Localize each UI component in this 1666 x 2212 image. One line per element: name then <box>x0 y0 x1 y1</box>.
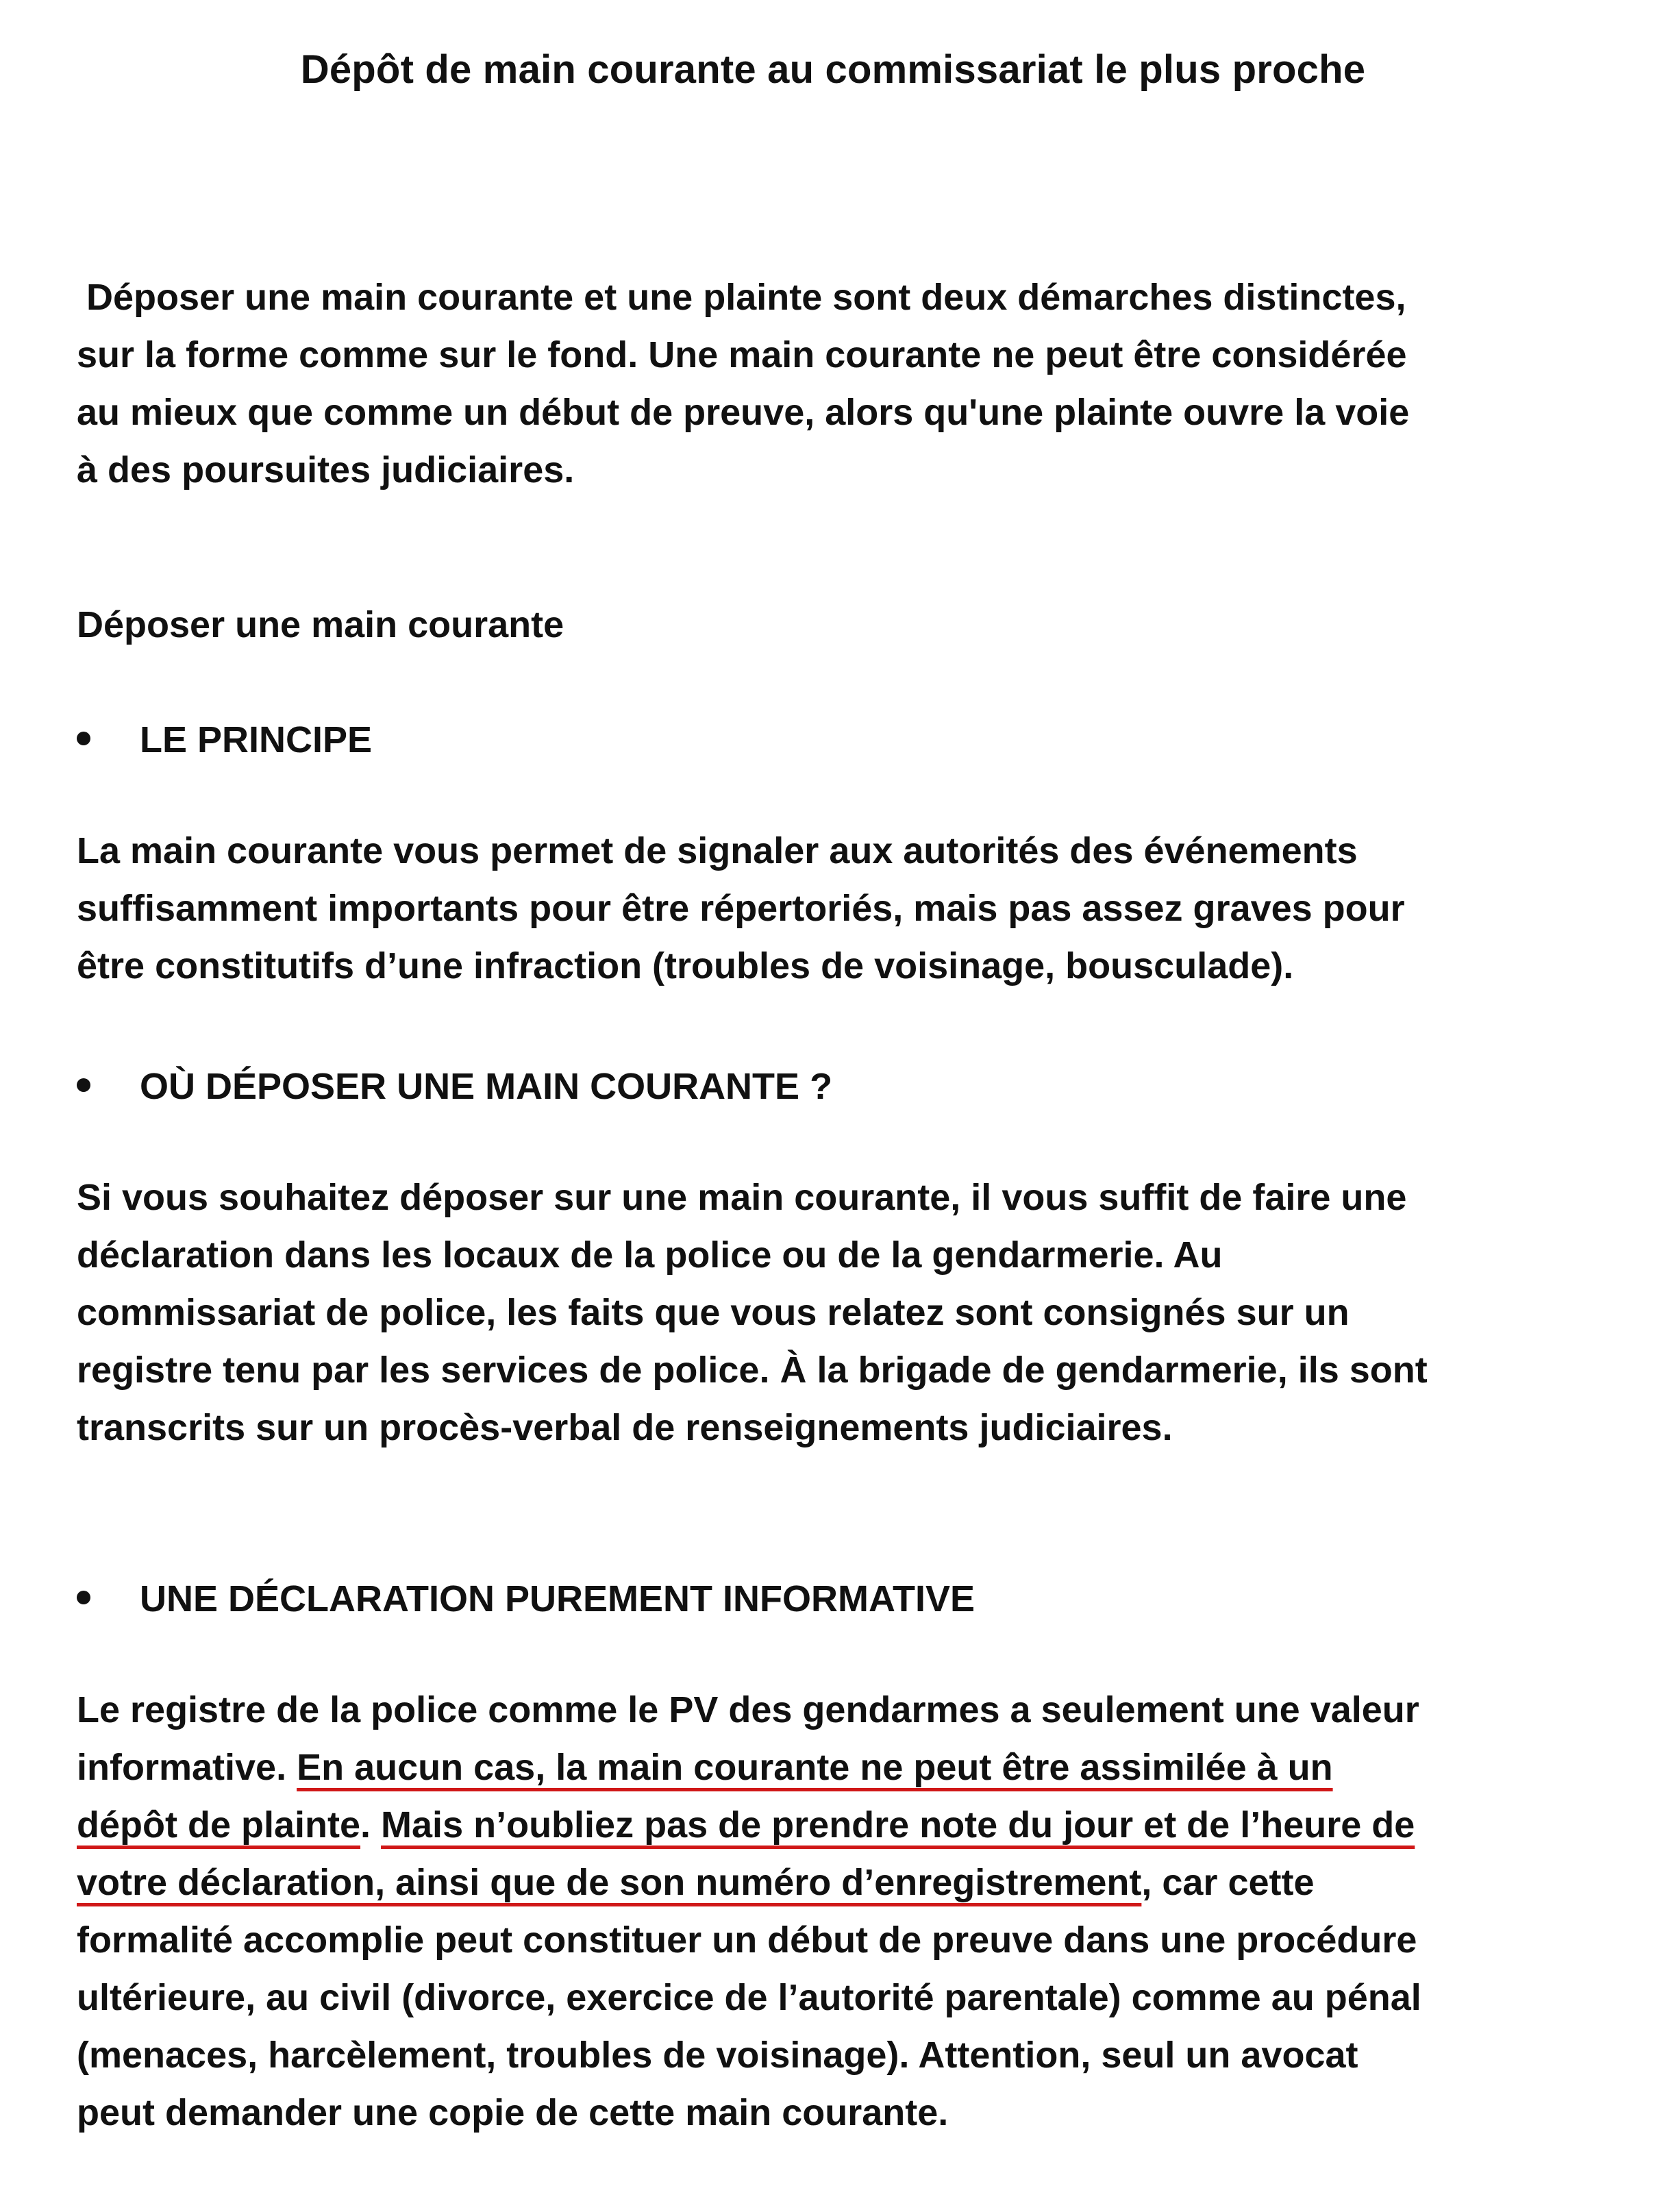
paragraph-line <box>77 1796 1611 1854</box>
section-heading: Déposer une main courante <box>77 604 564 645</box>
paragraph-line <box>77 1739 1611 1796</box>
intro-line: Déposer une main courante et une plainte sont deux démarches distinctes, <box>86 277 1406 318</box>
bullet-heading-text: LE PRINCIPE <box>140 719 373 760</box>
bullet-heading-principe <box>77 711 372 769</box>
bullet-icon <box>77 1591 90 1604</box>
plain-text: informative. <box>77 1747 297 1788</box>
paragraph-line: commissariat de police, les faits que vous relatez sont consignés sur un <box>77 1292 1350 1333</box>
principe-paragraph <box>77 822 1611 995</box>
paragraph-line: ultérieure, au civil (divorce, exercice de l’autorité parentale) comme au pénal <box>77 1977 1421 2018</box>
intro-line: sur la forme comme sur le fond. Une main courante ne peut être considérée <box>77 334 1407 375</box>
bullet-heading-text: OÙ DÉPOSER UNE MAIN COURANTE ? <box>140 1066 833 1107</box>
underlined-text: dépôt de plainte <box>77 1804 361 1846</box>
paragraph-line: déclaration dans les locaux de la police ou de la gendarmerie. Au <box>77 1234 1223 1276</box>
underlined-text: Mais n’oubliez pas de prendre note du jour et de l’heure de <box>381 1804 1415 1846</box>
underlined-text: En aucun cas, la main courante ne peut être assimilée à un <box>297 1747 1333 1788</box>
paragraph-line: formalité accomplie peut constituer un début de preuve dans une procédure <box>77 1919 1417 1961</box>
intro-line: au mieux que comme un début de preuve, alors qu'une plainte ouvre la voie <box>77 392 1410 433</box>
bullet-heading-ou-deposer <box>77 1058 832 1115</box>
bullet-heading-declaration <box>77 1570 975 1628</box>
plain-text: , car cette <box>1141 1862 1315 1903</box>
paragraph-line: (menaces, harcèlement, troubles de voisinage). Attention, seul un avocat <box>77 2035 1358 2076</box>
intro-line: à des poursuites judiciaires. <box>77 449 575 490</box>
ou-deposer-paragraph <box>77 1169 1611 1456</box>
bullet-icon <box>77 732 90 745</box>
paragraph-line: Le registre de la police comme le PV des gendarmes a seulement une valeur <box>77 1689 1419 1730</box>
underlined-text: votre déclaration, ainsi que de son numéro d’enregistrement <box>77 1862 1142 1903</box>
paragraph-line: registre tenu par les services de police. À la brigade de gendarmerie, ils sont <box>77 1350 1428 1391</box>
bullet-icon <box>77 1078 90 1092</box>
plain-text: . <box>360 1804 382 1846</box>
paragraph-line: La main courante vous permet de signaler aux autorités des événements <box>77 830 1358 871</box>
document-title: Dépôt de main courante au commissariat le plus proche <box>300 47 1366 92</box>
paragraph-line <box>77 1854 1611 1911</box>
paragraph-line: Si vous souhaitez déposer sur une main courante, il vous suffit de faire une <box>77 1177 1407 1218</box>
paragraph-line: être constitutifs d’une infraction (troubles de voisinage, bousculade). <box>77 945 1294 986</box>
paragraph-line: transcrits sur un procès-verbal de renseignements judiciaires. <box>77 1407 1173 1448</box>
paragraph-line: suffisamment importants pour être répertoriés, mais pas assez graves pour <box>77 888 1405 929</box>
declaration-paragraph <box>77 1681 1611 2141</box>
bullet-heading-text: UNE DÉCLARATION PUREMENT INFORMATIVE <box>140 1578 975 1619</box>
paragraph-line: peut demander une copie de cette main courante. <box>77 2092 949 2133</box>
intro-paragraph <box>77 269 1611 499</box>
